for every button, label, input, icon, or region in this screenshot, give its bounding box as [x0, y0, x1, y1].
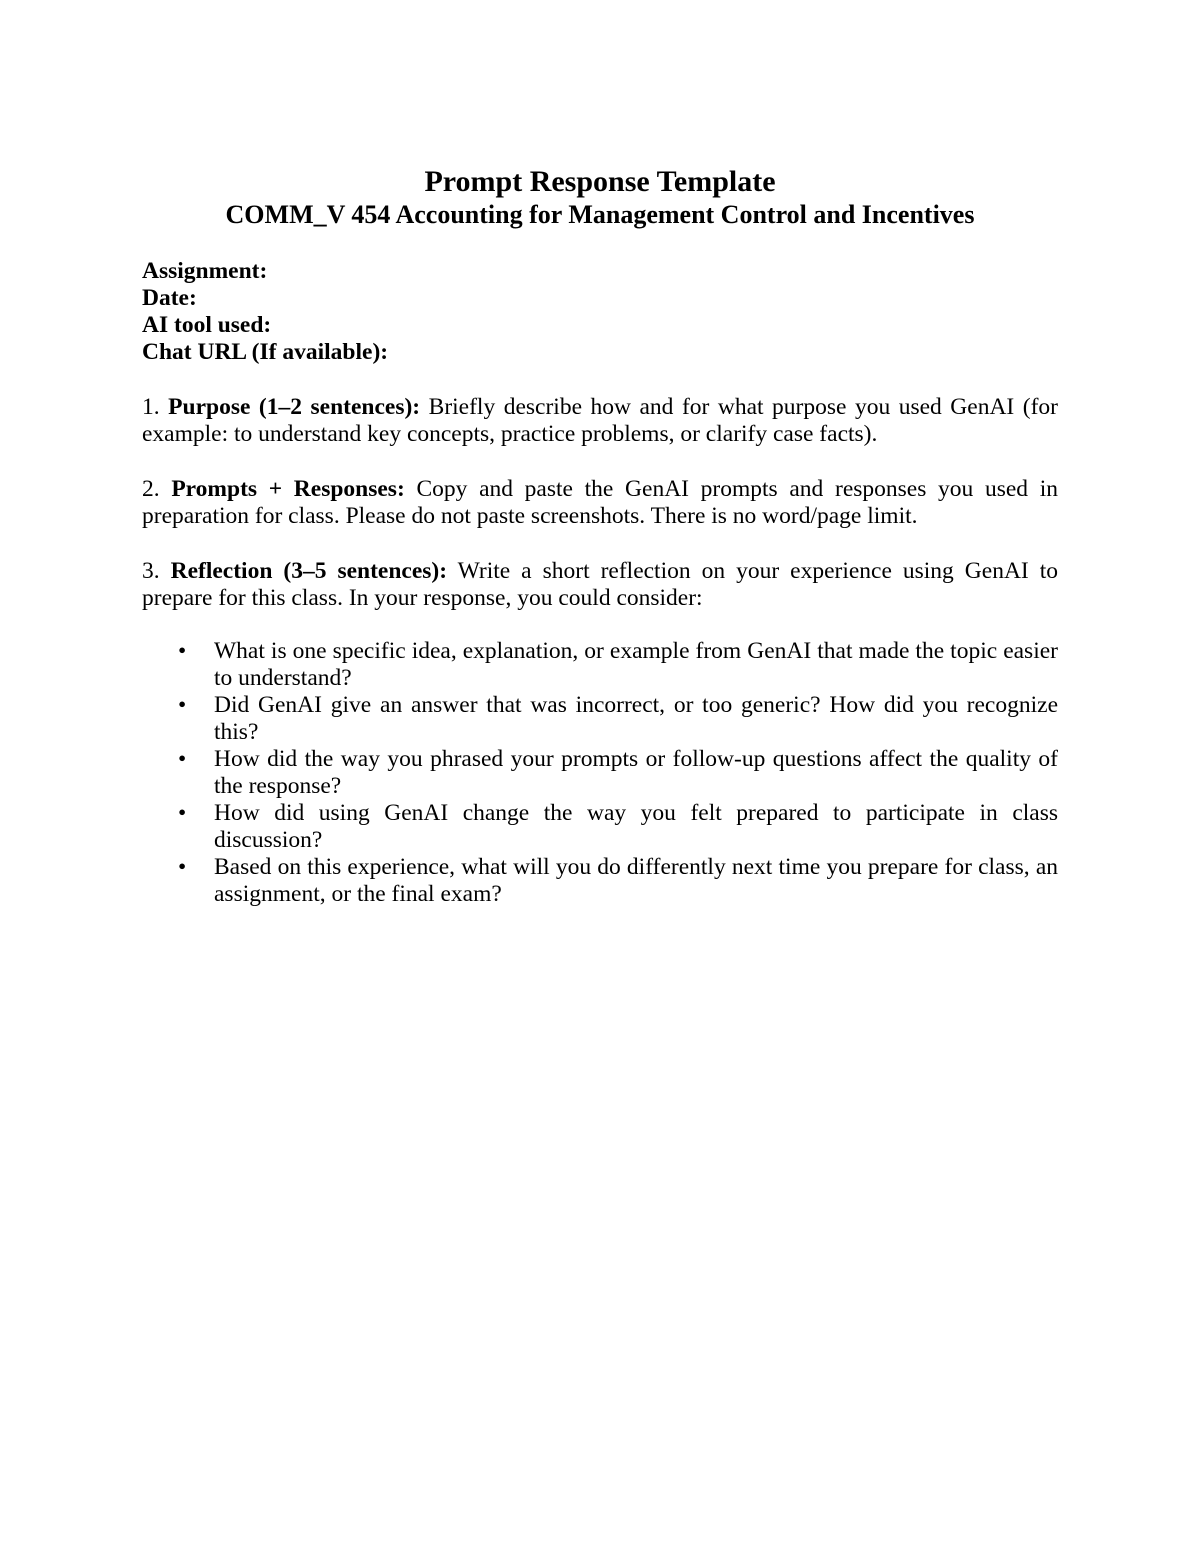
section-prompts-responses [142, 476, 1058, 530]
field-chat-url-label: Chat URL (If available): [142, 339, 389, 365]
section-reflection-body: Write a short reflection on your experience using GenAI to prepare for this class. In your response, you could consider: [142, 558, 1058, 611]
list-item [178, 854, 1058, 908]
section-prompts-number: 2. [142, 476, 160, 502]
course-subtitle: COMM_V 454 Accounting for Management Control and Incentives [225, 200, 975, 229]
bullet-text: Based on this experience, what will you do differently next time you prepare for class, an assignment, or the final exam? [214, 854, 1058, 907]
reflection-bullet-list [142, 638, 1058, 908]
field-assignment-label: Assignment: [142, 258, 268, 284]
list-item [178, 746, 1058, 800]
section-prompts-lead: Prompts + Responses: [171, 476, 405, 502]
list-item [178, 638, 1058, 692]
field-ai-tool-label: AI tool used: [142, 312, 272, 338]
bullet-text: How did using GenAI change the way you felt prepared to participate in class discussion? [214, 800, 1058, 853]
bullet-icon: • [178, 638, 187, 664]
section-reflection-lead: Reflection (3–5 sentences): [170, 558, 448, 584]
section-reflection-number: 3. [142, 558, 160, 584]
bullet-text: What is one specific idea, explanation, or example from GenAI that made the topic easier to understand? [214, 638, 1058, 691]
bullet-text: Did GenAI give an answer that was incorrect, or too generic? How did you recognize this? [214, 692, 1058, 745]
document-content [142, 164, 1058, 908]
section-reflection [142, 558, 1058, 612]
bullet-icon: • [178, 854, 187, 880]
bullet-text: How did the way you phrased your prompts or follow-up questions affect the quality of the response? [214, 746, 1058, 799]
page-title: Prompt Response Template [424, 165, 776, 198]
meta-fields-block [142, 258, 1058, 366]
bullet-icon: • [178, 692, 187, 718]
section-purpose [142, 394, 1058, 448]
bullet-icon: • [178, 800, 187, 826]
section-purpose-lead: Purpose (1–2 sentences): [168, 394, 421, 420]
field-date-label: Date: [142, 285, 197, 311]
list-item [178, 692, 1058, 746]
list-item [178, 800, 1058, 854]
section-purpose-body: Briefly describe how and for what purpose you used GenAI (for example: to understand key concepts, practice problems, or clarify case facts). [142, 394, 1058, 447]
bullet-icon: • [178, 746, 187, 772]
section-purpose-number: 1. [142, 394, 160, 420]
section-prompts-body: Copy and paste the GenAI prompts and responses you used in preparation for class. Please do not paste screenshots. There is no word/page limit. [142, 476, 1059, 529]
